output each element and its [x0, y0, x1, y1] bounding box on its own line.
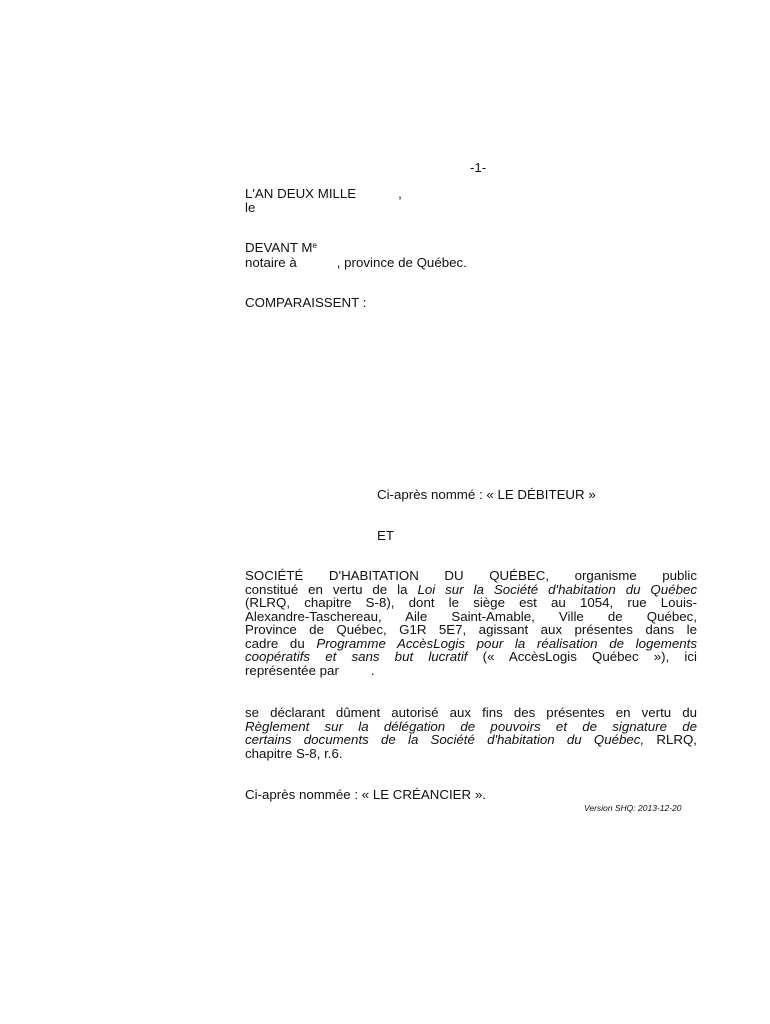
creditor-line-2 [245, 583, 697, 597]
notary-line [245, 241, 317, 255]
creditor-line-5: Province de Québec, G1R 5E7, agissant aux présentes dans le [245, 622, 697, 637]
creditor-line-3: (RLRQ, chapitre S-8), dont le siège est au 1054, rue Louis- [245, 595, 697, 610]
et-label: ET [377, 528, 394, 543]
notary-superscript: e [312, 241, 317, 250]
program-title-cont: coopératifs et sans but lucratif [245, 649, 468, 664]
authority-line-3 [245, 733, 697, 747]
program-title: Programme AccèsLogis pour la réalisation de logements [316, 635, 697, 651]
law-title: Loi sur la Société d'habitation du Québec [417, 581, 698, 597]
creditor-line-4: Alexandre-Taschereau, Aile Saint-Amable, Ville de Québec, [245, 608, 697, 624]
creditor-line-1: SOCIÉTÉ D'HABITATION DU QUÉBEC, organisme public [245, 568, 697, 583]
devant-label: DEVANT M [245, 240, 313, 255]
notaire-a-label: notaire à [245, 255, 297, 270]
authority-paragraph [245, 706, 697, 760]
regulation-title-cont: certains documents de la Société d'habitation du Québec, [245, 732, 645, 747]
regulation-title: Règlement sur la délégation de pouvoirs et de signature de [245, 718, 697, 734]
notary-location-line [245, 256, 467, 270]
creditor-paragraph [245, 569, 697, 677]
year-label: L'AN DEUX MILLE [245, 186, 357, 201]
represented-period: . [370, 662, 375, 678]
authority-line-3b: RLRQ, [644, 732, 697, 747]
authority-line-4: chapitre S-8, r.6. [245, 745, 343, 761]
represented-by: représentée par [245, 662, 339, 678]
version-stamp: Version SHQ: 2013-12-20 [584, 803, 682, 813]
creditor-line-7 [245, 650, 697, 664]
creditor-line-6 [245, 637, 697, 651]
creditor-line-8 [245, 664, 697, 678]
creditor-line-7b: (« AccèsLogis Québec »), ici [467, 649, 697, 664]
creancier-designation: Ci-après nommée : « LE CRÉANCIER ». [245, 787, 486, 802]
year-line [245, 187, 402, 201]
authority-line-2 [245, 720, 697, 734]
authority-line-1: se déclarant dûment autorisé aux fins des présentes en vertu du [245, 705, 697, 720]
creditor-line-2a: constitué en vertu de la [245, 581, 418, 597]
creditor-line-6a: cadre du [245, 635, 317, 651]
year-comma: , [398, 186, 402, 201]
page-number: -1- [470, 160, 487, 175]
province-label: , province de Québec. [336, 255, 467, 270]
debiteur-designation: Ci-après nommé : « LE DÉBITEUR » [377, 487, 596, 502]
date-line: le [245, 200, 256, 215]
comparaissent-heading: COMPARAISSENT : [245, 295, 367, 310]
